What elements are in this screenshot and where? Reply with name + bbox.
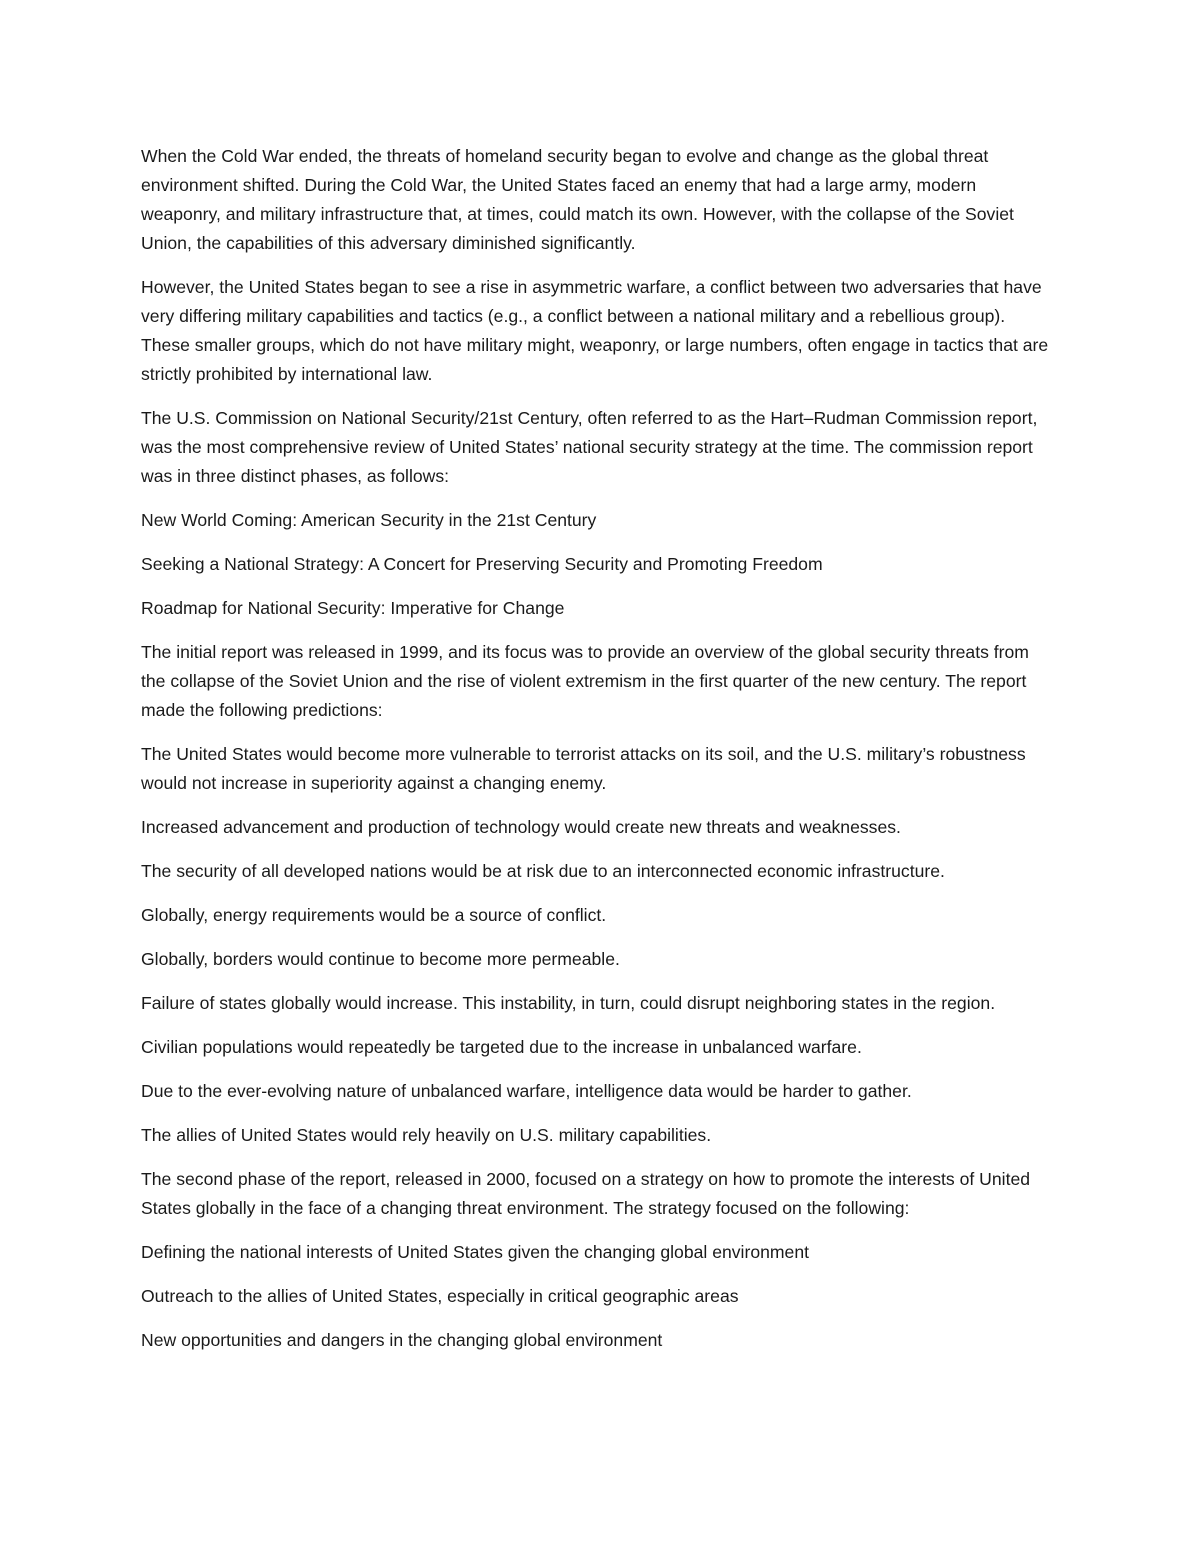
phase-one-title: New World Coming: American Security in the 21st Century: [141, 510, 597, 530]
prediction-energy-conflict: Globally, energy requirements would be a source of conflict.: [141, 905, 607, 925]
prediction-vulnerable-to-terrorism: The United States would become more vulnerable to terrorist attacks on its soil, and the U.S. military’s robustness would not increase in superiority against a changing enemy.: [141, 744, 1026, 793]
strategy-national-interests: Defining the national interests of United States given the changing global environment: [141, 1242, 810, 1262]
paragraph-hart-rudman-commission: The U.S. Commission on National Security/21st Century, often referred to as the Hart–Rudman Commission report, was the most comprehensive review of United States’ national security strategy at the time. The commission report was in three distinct phases, as follows:: [141, 408, 1038, 486]
phase-three-title: Roadmap for National Security: Imperative for Change: [141, 598, 565, 618]
paragraph-cold-war-ended: When the Cold War ended, the threats of homeland security began to evolve and change as the global threat environment shifted. During the Cold War, the United States faced an enemy that had a large army, modern weaponry, and military infrastructure that, at times, could match its own. However, with the collapse of the Soviet Union, the capabilities of this adversary diminished significantly.: [141, 146, 1014, 253]
phase-two-title: Seeking a National Strategy: A Concert for Preserving Security and Promoting Freedom: [141, 554, 823, 574]
prediction-permeable-borders: Globally, borders would continue to become more permeable.: [141, 949, 620, 969]
strategy-outreach-allies: Outreach to the allies of United States, especially in critical geographic areas: [141, 1286, 739, 1306]
prediction-civilian-targets: Civilian populations would repeatedly be targeted due to the increase in unbalanced warfare.: [141, 1037, 862, 1057]
paragraph-second-phase: The second phase of the report, released in 2000, focused on a strategy on how to promote the interests of United States globally in the face of a changing threat environment. The strategy focused on the following:: [141, 1169, 1031, 1218]
prediction-economic-infrastructure: The security of all developed nations would be at risk due to an interconnected economic infrastructure.: [141, 861, 945, 881]
paragraph-asymmetric-warfare: However, the United States began to see a rise in asymmetric warfare, a conflict between two adversaries that have very differing military capabilities and tactics (e.g., a conflict between a national military and a rebellious group). These smaller groups, which do not have military might, weaponry, or large numbers, often engage in tactics that are strictly prohibited by international law.: [141, 277, 1049, 384]
strategy-opportunities-dangers: New opportunities and dangers in the changing global environment: [141, 1330, 663, 1350]
paragraph-initial-report: The initial report was released in 1999, and its focus was to provide an overview of the global security threats from the collapse of the Soviet Union and the rise of violent extremism in the first quarter of the new century. The report made the following predictions:: [141, 642, 1029, 720]
document-body: [141, 142, 1056, 1370]
prediction-technology-threats: Increased advancement and production of technology would create new threats and weaknesses.: [141, 817, 901, 837]
prediction-intelligence-gathering: Due to the ever-evolving nature of unbalanced warfare, intelligence data would be harder to gather.: [141, 1081, 912, 1101]
prediction-failed-states: Failure of states globally would increase. This instability, in turn, could disrupt neighboring states in the region.: [141, 993, 996, 1013]
prediction-allies-reliance: The allies of United States would rely heavily on U.S. military capabilities.: [141, 1125, 712, 1145]
